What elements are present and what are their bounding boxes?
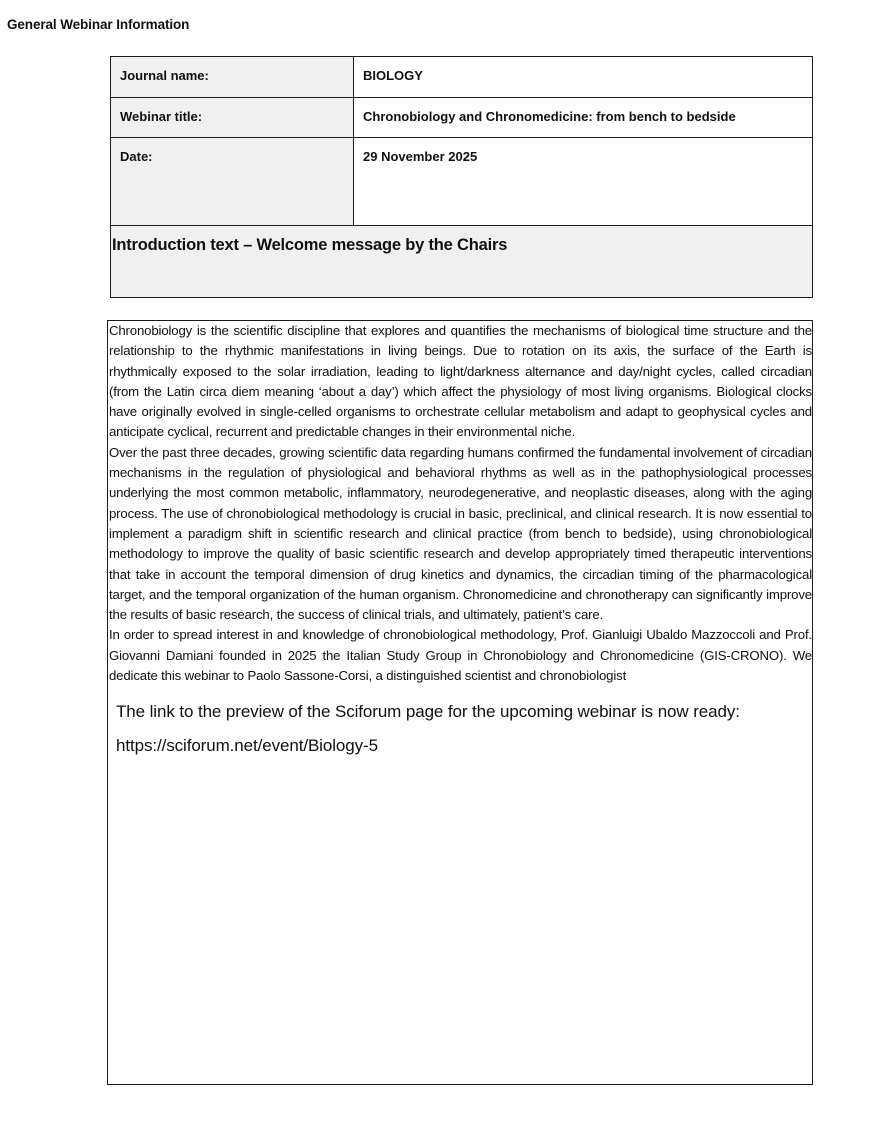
journal-name-value-cell [354,57,813,98]
webinar-title-label-cell [111,98,354,138]
webinar-info-table [110,56,813,298]
sciforum-event-link[interactable]: https://sciforum.net/event/Biology-5 [116,736,378,756]
sciforum-link-intro: The link to the preview of the Sciforum page for the upcoming webinar is now ready: [116,702,740,722]
journal-name-value: BIOLOGY [363,68,423,83]
paragraph-chronobiology-intro: Chronobiology is the scientific discipline that explores and quantifies the mechanisms of biological time structure and the relationship to the rhythmic manifestations in living beings. Due to rotation on its axis, the surface of the Earth is rhythmically exposed to the solar irradiation, leading to light/darkness alternance and day/night cycles, called circadian (from the Latin circa diem meaning ‘about a day’) which affect the physiology of most living organisms. Biological clocks have originally evolved in single-celled organisms to orchestrate cellular metabolism and adapt to geophysical cycles and anticipate cyclical, recurrent and predictable changes in their environmental niche. [109,323,812,440]
paragraph-gis-crono: In order to spread interest in and knowledge of chronobiological methodology, Prof. Gianluigi Ubaldo Mazzoccoli and Prof. Giovanni Damiani founded in 2025 the Italian Study Group in Chronobiology and Chronomedicine (GIS-CRONO). We dedicate this webinar to Paolo Sassone-Corsi, a distinguished scientist and chronobiologist [109,627,812,684]
date-label-cell [111,138,354,226]
date-value-cell [354,138,813,226]
section-heading: General Webinar Information [7,17,190,32]
date-label: Date: [120,149,153,164]
webinar-title-value: Chronobiology and Chronomedicine: from bench to bedside [363,109,736,124]
table-row-intro-heading [111,226,813,298]
intro-heading-cell [111,226,813,298]
table-row-date [111,138,813,226]
welcome-message-text [108,321,812,686]
intro-heading: Introduction text – Welcome message by the Chairs [112,236,508,254]
paragraph-research-context: Over the past three decades, growing scientific data regarding humans confirmed the fundamental involvement of circadian mechanisms in the regulation of physiological and behavioral rhythms as well as in the pathophysiological processes underlying the most common metabolic, inflammatory, neurodegenerative, and neoplastic diseases, along with the aging process. The use of chronobiological methodology is crucial in basic, preclinical, and clinical research. It is now essential to implement a paradigm shift in scientific research and clinical practice (from bench to bedside), using chronobiological methodology to improve the quality of basic scientific research and develop appropriately timed therapeutic interventions that take in account the temporal dimension of drug kinetics and dynamics, the circadian timing of the pharmacological target, and the temporal organization of the human organism. Chronomedicine and chronotherapy can significantly improve the results of basic research, the success of clinical trials, and ultimately, patient’s care. [109,444,812,623]
webinar-title-value-cell [354,98,813,138]
date-value: 29 November 2025 [363,149,478,164]
table-row-journal [111,57,813,98]
journal-name-label-cell [111,57,354,98]
webinar-title-label: Webinar title: [120,109,203,124]
journal-name-label: Journal name: [120,68,209,83]
welcome-message-box [107,320,813,1085]
table-row-webinar-title [111,98,813,138]
